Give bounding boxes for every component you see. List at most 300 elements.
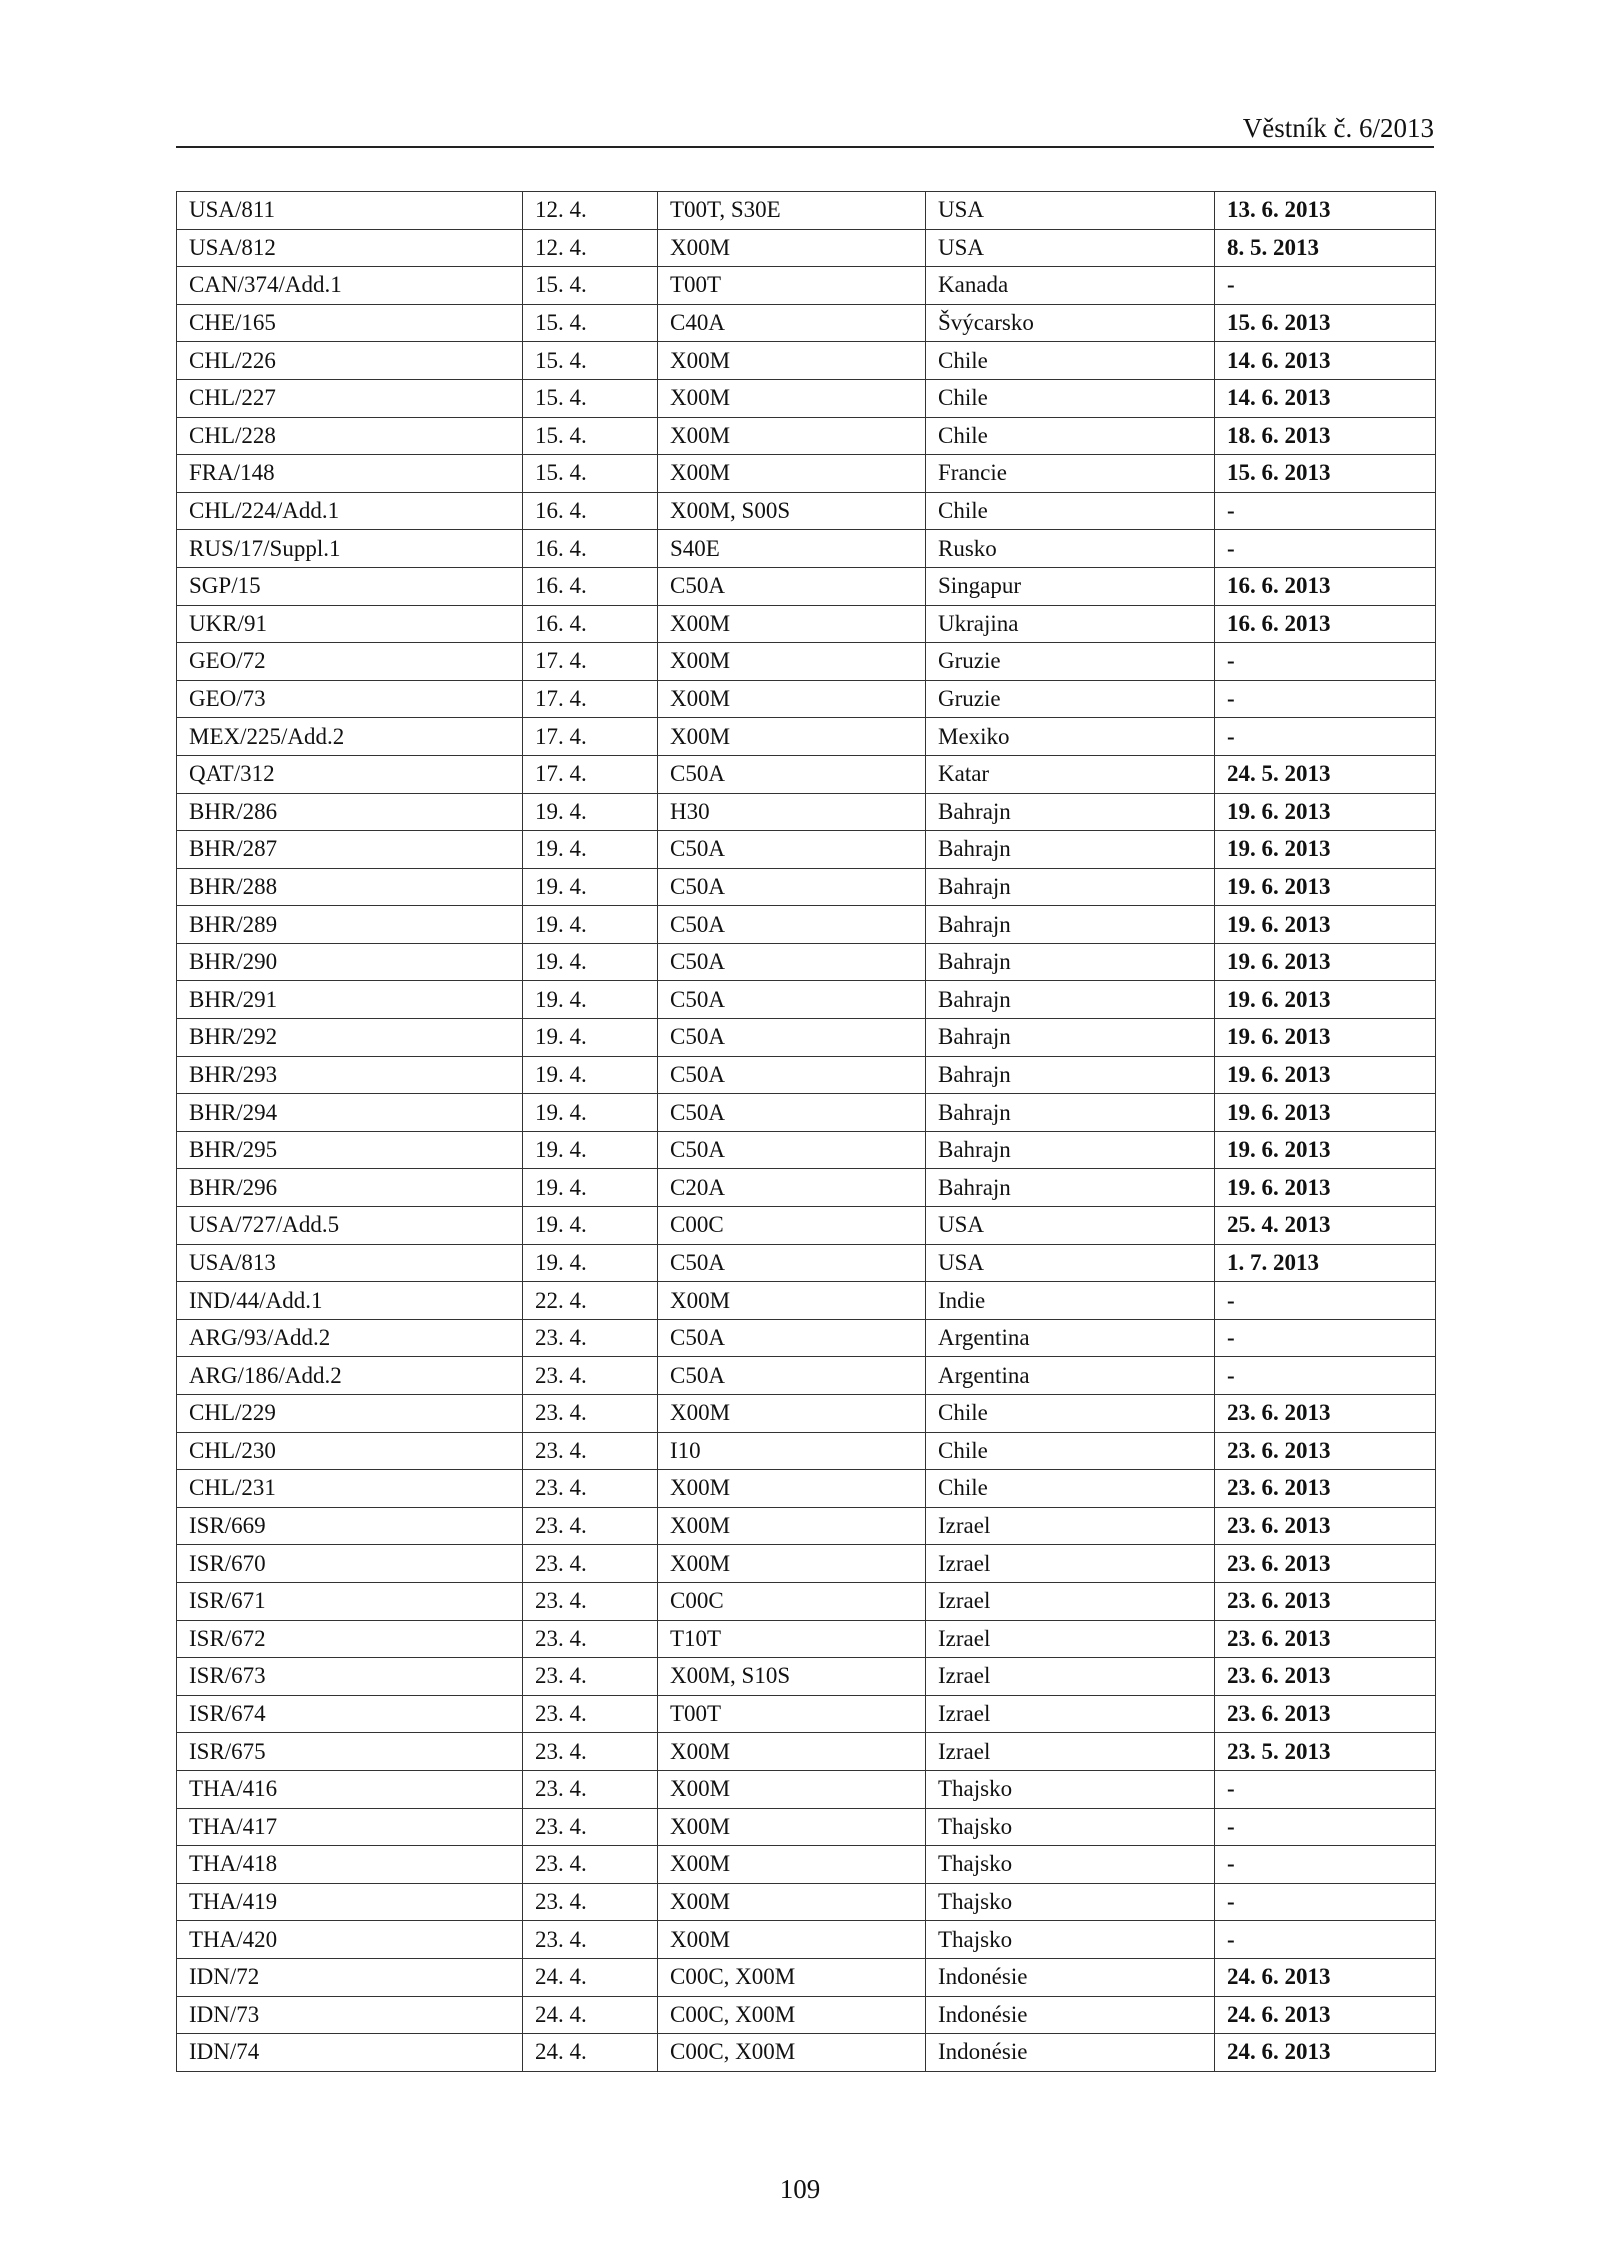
document-ref-cell: CHE/165 bbox=[177, 304, 523, 342]
document-ref-cell: ISR/669 bbox=[177, 1507, 523, 1545]
country-cell: Bahrajn bbox=[926, 1019, 1215, 1057]
country-cell: Singapur bbox=[926, 567, 1215, 605]
code-cell: C50A bbox=[658, 831, 926, 869]
code-cell: X00M bbox=[658, 1921, 926, 1959]
table-row bbox=[177, 1470, 1436, 1508]
table-row bbox=[177, 1958, 1436, 1996]
document-ref-cell: BHR/288 bbox=[177, 868, 523, 906]
country-cell: Bahrajn bbox=[926, 1056, 1215, 1094]
date-cell: 23. 4. bbox=[523, 1695, 658, 1733]
code-cell: C00C, X00M bbox=[658, 2034, 926, 2072]
deadline-cell: 15. 6. 2013 bbox=[1215, 304, 1436, 342]
date-cell: 15. 4. bbox=[523, 304, 658, 342]
document-ref-cell: FRA/148 bbox=[177, 455, 523, 493]
code-cell: C50A bbox=[658, 1056, 926, 1094]
date-cell: 17. 4. bbox=[523, 755, 658, 793]
date-cell: 23. 4. bbox=[523, 1620, 658, 1658]
country-cell: Gruzie bbox=[926, 680, 1215, 718]
table-row bbox=[177, 1395, 1436, 1433]
country-cell: USA bbox=[926, 1244, 1215, 1282]
deadline-cell: 23. 6. 2013 bbox=[1215, 1470, 1436, 1508]
table-row bbox=[177, 605, 1436, 643]
table-row bbox=[177, 267, 1436, 305]
date-cell: 23. 4. bbox=[523, 1582, 658, 1620]
country-cell: Thajsko bbox=[926, 1921, 1215, 1959]
code-cell: T10T bbox=[658, 1620, 926, 1658]
deadline-cell: - bbox=[1215, 1883, 1436, 1921]
country-cell: Francie bbox=[926, 455, 1215, 493]
deadline-cell: - bbox=[1215, 643, 1436, 681]
document-ref-cell: BHR/291 bbox=[177, 981, 523, 1019]
deadline-cell: 23. 6. 2013 bbox=[1215, 1695, 1436, 1733]
deadline-cell: 19. 6. 2013 bbox=[1215, 831, 1436, 869]
code-cell: X00M bbox=[658, 1846, 926, 1884]
date-cell: 19. 4. bbox=[523, 1019, 658, 1057]
table-row bbox=[177, 342, 1436, 380]
document-ref-cell: UKR/91 bbox=[177, 605, 523, 643]
document-ref-cell: BHR/292 bbox=[177, 1019, 523, 1057]
document-ref-cell: RUS/17/Suppl.1 bbox=[177, 530, 523, 568]
document-ref-cell: MEX/225/Add.2 bbox=[177, 718, 523, 756]
country-cell: Argentina bbox=[926, 1319, 1215, 1357]
page-header-title: Věstník č. 6/2013 bbox=[1242, 113, 1434, 143]
table-row bbox=[177, 492, 1436, 530]
code-cell: X00M bbox=[658, 417, 926, 455]
country-cell: Bahrajn bbox=[926, 981, 1215, 1019]
code-cell: X00M bbox=[658, 1770, 926, 1808]
country-cell: Argentina bbox=[926, 1357, 1215, 1395]
deadline-cell: 19. 6. 2013 bbox=[1215, 981, 1436, 1019]
document-ref-cell: BHR/286 bbox=[177, 793, 523, 831]
code-cell: X00M bbox=[658, 342, 926, 380]
deadline-cell: - bbox=[1215, 1921, 1436, 1959]
date-cell: 16. 4. bbox=[523, 605, 658, 643]
country-cell: Bahrajn bbox=[926, 943, 1215, 981]
deadline-cell: 13. 6. 2013 bbox=[1215, 192, 1436, 230]
table-row bbox=[177, 680, 1436, 718]
country-cell: Thajsko bbox=[926, 1846, 1215, 1884]
date-cell: 19. 4. bbox=[523, 1244, 658, 1282]
deadline-cell: 8. 5. 2013 bbox=[1215, 229, 1436, 267]
document-ref-cell: THA/418 bbox=[177, 1846, 523, 1884]
deadline-cell: - bbox=[1215, 492, 1436, 530]
code-cell: S40E bbox=[658, 530, 926, 568]
table-row bbox=[177, 1244, 1436, 1282]
table-row bbox=[177, 868, 1436, 906]
table-row bbox=[177, 1695, 1436, 1733]
code-cell: X00M bbox=[658, 1808, 926, 1846]
country-cell: USA bbox=[926, 1207, 1215, 1245]
header-divider bbox=[176, 146, 1434, 148]
table-row bbox=[177, 1056, 1436, 1094]
code-cell: X00M bbox=[658, 605, 926, 643]
table-row bbox=[177, 1357, 1436, 1395]
country-cell: Thajsko bbox=[926, 1808, 1215, 1846]
date-cell: 23. 4. bbox=[523, 1432, 658, 1470]
country-cell: Katar bbox=[926, 755, 1215, 793]
table-row bbox=[177, 1996, 1436, 2034]
date-cell: 23. 4. bbox=[523, 1770, 658, 1808]
date-cell: 19. 4. bbox=[523, 981, 658, 1019]
date-cell: 15. 4. bbox=[523, 342, 658, 380]
document-ref-cell: QAT/312 bbox=[177, 755, 523, 793]
deadline-cell: 24. 6. 2013 bbox=[1215, 1958, 1436, 1996]
date-cell: 12. 4. bbox=[523, 229, 658, 267]
table-row bbox=[177, 831, 1436, 869]
document-ref-cell: BHR/289 bbox=[177, 906, 523, 944]
date-cell: 15. 4. bbox=[523, 267, 658, 305]
country-cell: Izrael bbox=[926, 1658, 1215, 1696]
country-cell: USA bbox=[926, 192, 1215, 230]
code-cell: T00T bbox=[658, 1695, 926, 1733]
date-cell: 17. 4. bbox=[523, 718, 658, 756]
table-row bbox=[177, 192, 1436, 230]
deadline-cell: 16. 6. 2013 bbox=[1215, 567, 1436, 605]
table-row bbox=[177, 1282, 1436, 1320]
deadline-cell: 25. 4. 2013 bbox=[1215, 1207, 1436, 1245]
deadline-cell: 23. 5. 2013 bbox=[1215, 1733, 1436, 1771]
code-cell: C50A bbox=[658, 1094, 926, 1132]
date-cell: 24. 4. bbox=[523, 1996, 658, 2034]
document-ref-cell: USA/727/Add.5 bbox=[177, 1207, 523, 1245]
country-cell: Bahrajn bbox=[926, 1169, 1215, 1207]
table-row bbox=[177, 981, 1436, 1019]
date-cell: 16. 4. bbox=[523, 567, 658, 605]
table-row bbox=[177, 455, 1436, 493]
table-row bbox=[177, 1770, 1436, 1808]
date-cell: 19. 4. bbox=[523, 943, 658, 981]
code-cell: C50A bbox=[658, 1244, 926, 1282]
date-cell: 15. 4. bbox=[523, 379, 658, 417]
date-cell: 24. 4. bbox=[523, 2034, 658, 2072]
deadline-cell: 19. 6. 2013 bbox=[1215, 1019, 1436, 1057]
country-cell: Chile bbox=[926, 379, 1215, 417]
country-cell: Chile bbox=[926, 417, 1215, 455]
country-cell: Izrael bbox=[926, 1545, 1215, 1583]
notification-table-body bbox=[177, 192, 1436, 2072]
document-ref-cell: ISR/672 bbox=[177, 1620, 523, 1658]
code-cell: X00M bbox=[658, 718, 926, 756]
code-cell: X00M bbox=[658, 1733, 926, 1771]
code-cell: C50A bbox=[658, 981, 926, 1019]
table-row bbox=[177, 1131, 1436, 1169]
date-cell: 15. 4. bbox=[523, 417, 658, 455]
country-cell: Gruzie bbox=[926, 643, 1215, 681]
deadline-cell: 18. 6. 2013 bbox=[1215, 417, 1436, 455]
code-cell: C00C, X00M bbox=[658, 1958, 926, 1996]
country-cell: Thajsko bbox=[926, 1770, 1215, 1808]
deadline-cell: 24. 6. 2013 bbox=[1215, 1996, 1436, 2034]
table-row bbox=[177, 1733, 1436, 1771]
date-cell: 23. 4. bbox=[523, 1846, 658, 1884]
code-cell: C40A bbox=[658, 304, 926, 342]
date-cell: 23. 4. bbox=[523, 1883, 658, 1921]
code-cell: C00C, X00M bbox=[658, 1996, 926, 2034]
country-cell: Izrael bbox=[926, 1695, 1215, 1733]
code-cell: I10 bbox=[658, 1432, 926, 1470]
document-ref-cell: CHL/228 bbox=[177, 417, 523, 455]
deadline-cell: - bbox=[1215, 1357, 1436, 1395]
country-cell: Bahrajn bbox=[926, 793, 1215, 831]
date-cell: 23. 4. bbox=[523, 1921, 658, 1959]
code-cell: C50A bbox=[658, 1357, 926, 1395]
deadline-cell: - bbox=[1215, 1282, 1436, 1320]
document-ref-cell: ISR/674 bbox=[177, 1695, 523, 1733]
deadline-cell: 19. 6. 2013 bbox=[1215, 1131, 1436, 1169]
code-cell: X00M bbox=[658, 1883, 926, 1921]
country-cell: Izrael bbox=[926, 1733, 1215, 1771]
table-row bbox=[177, 2034, 1436, 2072]
date-cell: 19. 4. bbox=[523, 1169, 658, 1207]
date-cell: 19. 4. bbox=[523, 1207, 658, 1245]
deadline-cell: 19. 6. 2013 bbox=[1215, 906, 1436, 944]
code-cell: X00M bbox=[658, 229, 926, 267]
deadline-cell: 23. 6. 2013 bbox=[1215, 1507, 1436, 1545]
table-row bbox=[177, 1658, 1436, 1696]
deadline-cell: 23. 6. 2013 bbox=[1215, 1582, 1436, 1620]
table-row bbox=[177, 718, 1436, 756]
date-cell: 15. 4. bbox=[523, 455, 658, 493]
country-cell: Chile bbox=[926, 1470, 1215, 1508]
date-cell: 23. 4. bbox=[523, 1733, 658, 1771]
deadline-cell: - bbox=[1215, 530, 1436, 568]
country-cell: Indie bbox=[926, 1282, 1215, 1320]
notification-table bbox=[176, 191, 1436, 2072]
table-row bbox=[177, 906, 1436, 944]
table-row bbox=[177, 567, 1436, 605]
country-cell: Izrael bbox=[926, 1507, 1215, 1545]
document-ref-cell: USA/813 bbox=[177, 1244, 523, 1282]
deadline-cell: - bbox=[1215, 1846, 1436, 1884]
document-ref-cell: CAN/374/Add.1 bbox=[177, 267, 523, 305]
country-cell: Mexiko bbox=[926, 718, 1215, 756]
date-cell: 22. 4. bbox=[523, 1282, 658, 1320]
deadline-cell: 24. 6. 2013 bbox=[1215, 2034, 1436, 2072]
table-row bbox=[177, 229, 1436, 267]
deadline-cell: 24. 5. 2013 bbox=[1215, 755, 1436, 793]
date-cell: 24. 4. bbox=[523, 1958, 658, 1996]
date-cell: 23. 4. bbox=[523, 1357, 658, 1395]
country-cell: Indonésie bbox=[926, 1996, 1215, 2034]
table-row bbox=[177, 1319, 1436, 1357]
code-cell: T00T bbox=[658, 267, 926, 305]
code-cell: X00M, S00S bbox=[658, 492, 926, 530]
deadline-cell: 15. 6. 2013 bbox=[1215, 455, 1436, 493]
code-cell: X00M, S10S bbox=[658, 1658, 926, 1696]
country-cell: Bahrajn bbox=[926, 1131, 1215, 1169]
date-cell: 19. 4. bbox=[523, 1056, 658, 1094]
date-cell: 19. 4. bbox=[523, 1094, 658, 1132]
table-row bbox=[177, 1921, 1436, 1959]
document-ref-cell: GEO/73 bbox=[177, 680, 523, 718]
document-ref-cell: BHR/290 bbox=[177, 943, 523, 981]
document-ref-cell: USA/812 bbox=[177, 229, 523, 267]
table-row bbox=[177, 1169, 1436, 1207]
date-cell: 19. 4. bbox=[523, 1131, 658, 1169]
date-cell: 23. 4. bbox=[523, 1319, 658, 1357]
document-ref-cell: SGP/15 bbox=[177, 567, 523, 605]
date-cell: 19. 4. bbox=[523, 793, 658, 831]
country-cell: Švýcarsko bbox=[926, 304, 1215, 342]
deadline-cell: 19. 6. 2013 bbox=[1215, 1056, 1436, 1094]
code-cell: X00M bbox=[658, 1507, 926, 1545]
table-row bbox=[177, 379, 1436, 417]
table-row bbox=[177, 1207, 1436, 1245]
deadline-cell: 19. 6. 2013 bbox=[1215, 793, 1436, 831]
country-cell: Bahrajn bbox=[926, 1094, 1215, 1132]
country-cell: Bahrajn bbox=[926, 831, 1215, 869]
table-row bbox=[177, 417, 1436, 455]
code-cell: X00M bbox=[658, 1395, 926, 1433]
code-cell: C50A bbox=[658, 943, 926, 981]
date-cell: 16. 4. bbox=[523, 492, 658, 530]
document-ref-cell: THA/420 bbox=[177, 1921, 523, 1959]
code-cell: C50A bbox=[658, 1131, 926, 1169]
code-cell: X00M bbox=[658, 680, 926, 718]
deadline-cell: 23. 6. 2013 bbox=[1215, 1658, 1436, 1696]
deadline-cell: 19. 6. 2013 bbox=[1215, 1094, 1436, 1132]
document-ref-cell: BHR/293 bbox=[177, 1056, 523, 1094]
document-ref-cell: THA/417 bbox=[177, 1808, 523, 1846]
document-ref-cell: ARG/93/Add.2 bbox=[177, 1319, 523, 1357]
country-cell: Chile bbox=[926, 492, 1215, 530]
deadline-cell: - bbox=[1215, 267, 1436, 305]
country-cell: Izrael bbox=[926, 1582, 1215, 1620]
code-cell: T00T, S30E bbox=[658, 192, 926, 230]
code-cell: C20A bbox=[658, 1169, 926, 1207]
date-cell: 12. 4. bbox=[523, 192, 658, 230]
date-cell: 23. 4. bbox=[523, 1470, 658, 1508]
deadline-cell: 19. 6. 2013 bbox=[1215, 1169, 1436, 1207]
table-row bbox=[177, 304, 1436, 342]
code-cell: C50A bbox=[658, 868, 926, 906]
document-ref-cell: BHR/287 bbox=[177, 831, 523, 869]
code-cell: C00C bbox=[658, 1207, 926, 1245]
table-row bbox=[177, 1019, 1436, 1057]
country-cell: Bahrajn bbox=[926, 868, 1215, 906]
deadline-cell: 16. 6. 2013 bbox=[1215, 605, 1436, 643]
document-ref-cell: ISR/670 bbox=[177, 1545, 523, 1583]
date-cell: 19. 4. bbox=[523, 831, 658, 869]
table-row bbox=[177, 943, 1436, 981]
country-cell: Izrael bbox=[926, 1620, 1215, 1658]
deadline-cell: 23. 6. 2013 bbox=[1215, 1395, 1436, 1433]
code-cell: C50A bbox=[658, 906, 926, 944]
deadline-cell: 19. 6. 2013 bbox=[1215, 868, 1436, 906]
date-cell: 23. 4. bbox=[523, 1395, 658, 1433]
country-cell: Chile bbox=[926, 1395, 1215, 1433]
code-cell: X00M bbox=[658, 643, 926, 681]
table-row bbox=[177, 1432, 1436, 1470]
document-ref-cell: IDN/74 bbox=[177, 2034, 523, 2072]
deadline-cell: - bbox=[1215, 1808, 1436, 1846]
country-cell: Indonésie bbox=[926, 2034, 1215, 2072]
deadline-cell: - bbox=[1215, 1770, 1436, 1808]
date-cell: 23. 4. bbox=[523, 1658, 658, 1696]
deadline-cell: 19. 6. 2013 bbox=[1215, 943, 1436, 981]
date-cell: 23. 4. bbox=[523, 1808, 658, 1846]
code-cell: C00C bbox=[658, 1582, 926, 1620]
document-ref-cell: CHL/231 bbox=[177, 1470, 523, 1508]
deadline-cell: - bbox=[1215, 680, 1436, 718]
code-cell: X00M bbox=[658, 455, 926, 493]
table-row bbox=[177, 1883, 1436, 1921]
date-cell: 23. 4. bbox=[523, 1545, 658, 1583]
code-cell: H30 bbox=[658, 793, 926, 831]
table-row bbox=[177, 755, 1436, 793]
document-ref-cell: BHR/294 bbox=[177, 1094, 523, 1132]
deadline-cell: 23. 6. 2013 bbox=[1215, 1432, 1436, 1470]
code-cell: C50A bbox=[658, 567, 926, 605]
table-row bbox=[177, 1507, 1436, 1545]
code-cell: X00M bbox=[658, 1470, 926, 1508]
country-cell: Ukrajina bbox=[926, 605, 1215, 643]
document-ref-cell: IDN/72 bbox=[177, 1958, 523, 1996]
document-ref-cell: CHL/226 bbox=[177, 342, 523, 380]
document-ref-cell: ISR/675 bbox=[177, 1733, 523, 1771]
table-row bbox=[177, 1582, 1436, 1620]
code-cell: C50A bbox=[658, 755, 926, 793]
table-row bbox=[177, 1846, 1436, 1884]
country-cell: Indonésie bbox=[926, 1958, 1215, 1996]
document-ref-cell: CHL/229 bbox=[177, 1395, 523, 1433]
document-ref-cell: THA/416 bbox=[177, 1770, 523, 1808]
table-row bbox=[177, 1094, 1436, 1132]
document-ref-cell: BHR/296 bbox=[177, 1169, 523, 1207]
table-row bbox=[177, 1808, 1436, 1846]
date-cell: 23. 4. bbox=[523, 1507, 658, 1545]
document-ref-cell: IDN/73 bbox=[177, 1996, 523, 2034]
document-ref-cell: IND/44/Add.1 bbox=[177, 1282, 523, 1320]
table-row bbox=[177, 1545, 1436, 1583]
document-ref-cell: CHL/230 bbox=[177, 1432, 523, 1470]
document-ref-cell: CHL/224/Add.1 bbox=[177, 492, 523, 530]
deadline-cell: 1. 7. 2013 bbox=[1215, 1244, 1436, 1282]
table-row bbox=[177, 793, 1436, 831]
document-ref-cell: GEO/72 bbox=[177, 643, 523, 681]
document-ref-cell: THA/419 bbox=[177, 1883, 523, 1921]
date-cell: 19. 4. bbox=[523, 906, 658, 944]
deadline-cell: - bbox=[1215, 1319, 1436, 1357]
document-ref-cell: ISR/671 bbox=[177, 1582, 523, 1620]
document-ref-cell: ARG/186/Add.2 bbox=[177, 1357, 523, 1395]
country-cell: Kanada bbox=[926, 267, 1215, 305]
code-cell: X00M bbox=[658, 1545, 926, 1583]
country-cell: Thajsko bbox=[926, 1883, 1215, 1921]
deadline-cell: 14. 6. 2013 bbox=[1215, 379, 1436, 417]
table-row bbox=[177, 643, 1436, 681]
date-cell: 19. 4. bbox=[523, 868, 658, 906]
country-cell: Rusko bbox=[926, 530, 1215, 568]
deadline-cell: 14. 6. 2013 bbox=[1215, 342, 1436, 380]
document-ref-cell: ISR/673 bbox=[177, 1658, 523, 1696]
deadline-cell: 23. 6. 2013 bbox=[1215, 1620, 1436, 1658]
country-cell: Chile bbox=[926, 1432, 1215, 1470]
code-cell: X00M bbox=[658, 1282, 926, 1320]
code-cell: X00M bbox=[658, 379, 926, 417]
page-number: 109 bbox=[779, 2174, 821, 2204]
deadline-cell: - bbox=[1215, 718, 1436, 756]
document-ref-cell: CHL/227 bbox=[177, 379, 523, 417]
country-cell: Bahrajn bbox=[926, 906, 1215, 944]
date-cell: 16. 4. bbox=[523, 530, 658, 568]
code-cell: C50A bbox=[658, 1019, 926, 1057]
code-cell: C50A bbox=[658, 1319, 926, 1357]
deadline-cell: 23. 6. 2013 bbox=[1215, 1545, 1436, 1583]
table-row bbox=[177, 530, 1436, 568]
document-ref-cell: USA/811 bbox=[177, 192, 523, 230]
date-cell: 17. 4. bbox=[523, 643, 658, 681]
